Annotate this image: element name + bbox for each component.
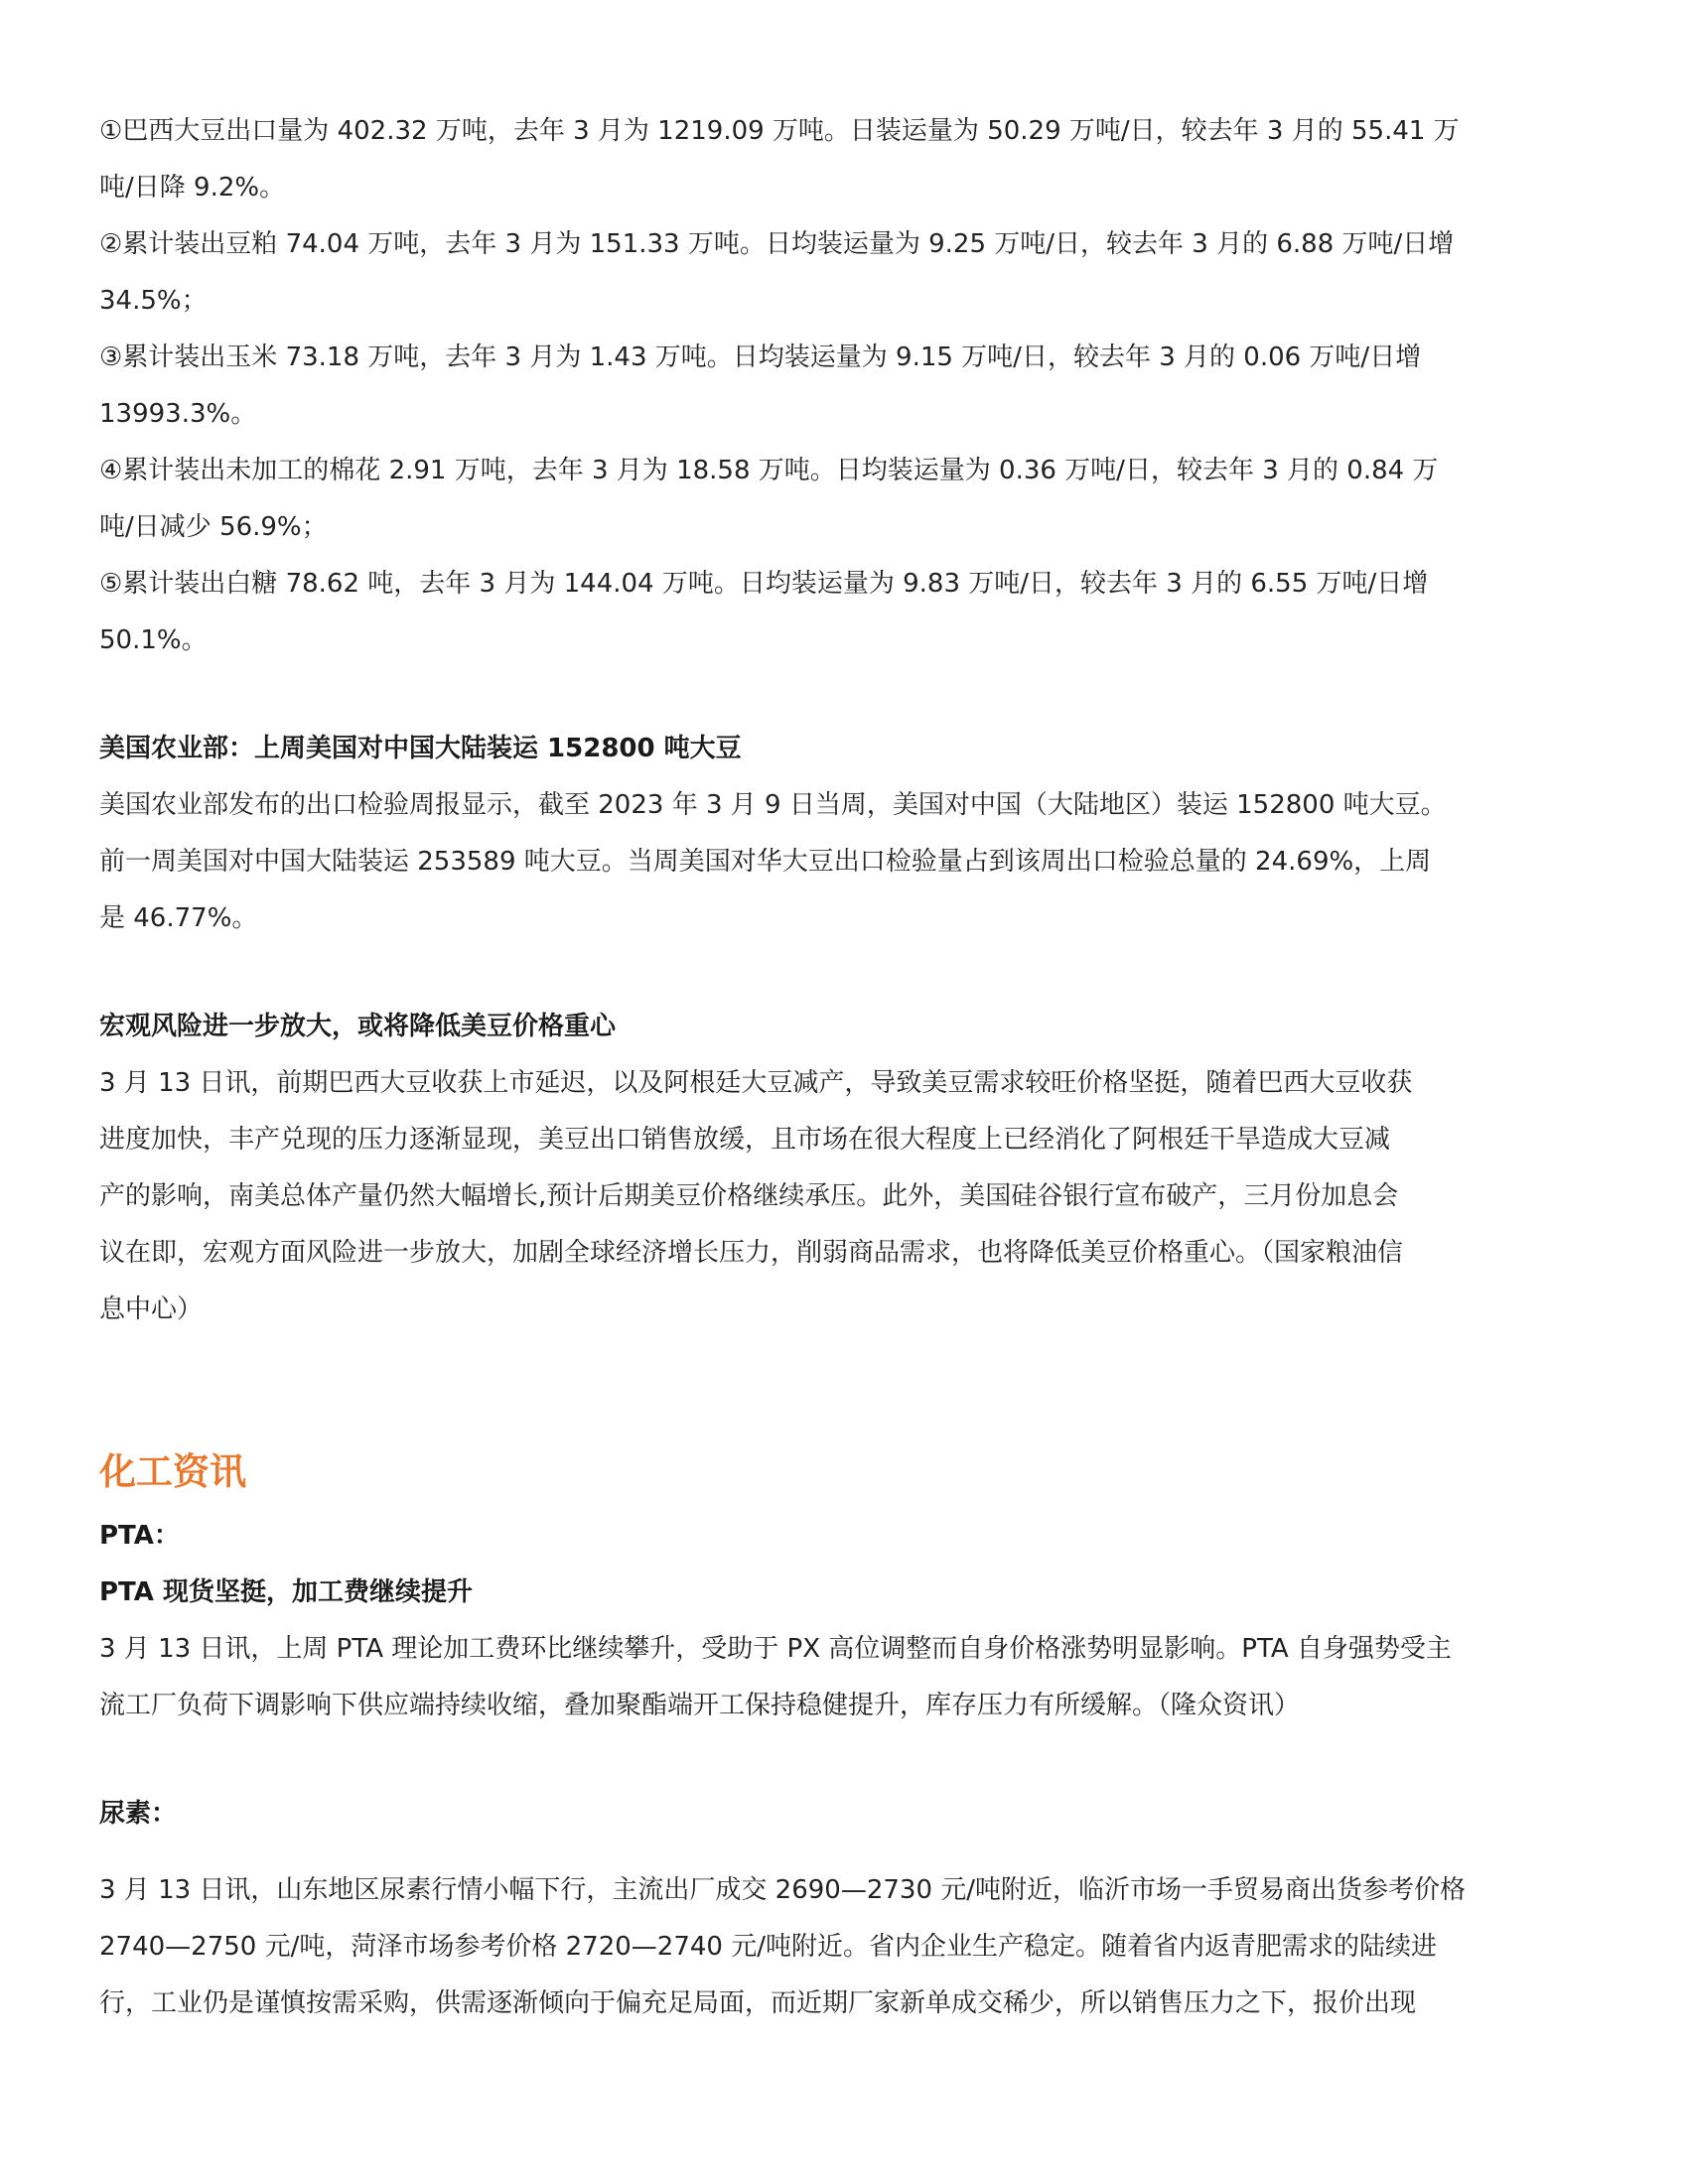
macro-body-line-3: 产的影响，南美总体产量仍然大幅增长,预计后期美豆价格继续承压。此外，美国硅谷银行宣布破产，三月份加息会: [99, 1181, 1399, 1211]
pta-heading: PTA 现货坚挺，加工费继续提升: [99, 1577, 473, 1607]
urea-body-line-2: 2740—2750 元/吨，菏泽市场参考价格 2720—2740 元/吨附近。省内企业生产稳定。随着省内返青肥需求的陆续进: [99, 1932, 1437, 1962]
usda-body-line-2: 前一周美国对中国大陆装运 253589 吨大豆。当周美国对华大豆出口检验量占到该周出口检验总量的 24.69%，上周: [99, 847, 1432, 877]
macro-body-line-5: 息中心）: [99, 1295, 204, 1324]
macro-risk-news-item: [99, 999, 1589, 1338]
usda-heading: 美国农业部：上周美国对中国大陆装运 152800 吨大豆: [99, 734, 742, 763]
chemical-news-section: [99, 1443, 1589, 2032]
cotton-export-line-1: ④累计装出未加工的棉花 2.91 万吨，去年 3 月为 18.58 万吨。日均装运量为 0.36 万吨/日，较去年 3 月的 0.84 万: [99, 456, 1439, 485]
cotton-export-line-2: 吨/日减少 56.9%；: [99, 512, 328, 542]
corn-export-line-1: ③累计装出玉米 73.18 万吨，去年 3 月为 1.43 万吨。日均装运量为 9.15 万吨/日，较去年 3 月的 0.06 万吨/日增: [99, 342, 1422, 372]
macro-body-line-4: 议在即，宏观方面风险进一步放大，加剧全球经济增长压力，削弱商品需求，也将降低美豆价格重心。（国家粮油信: [99, 1238, 1404, 1268]
macro-body-line-2: 进度加快，丰产兑现的压力逐渐显现，美豆出口销售放缓，且市场在很大程度上已经消化了阿根廷干旱造成大豆减: [99, 1125, 1391, 1155]
soybean-export-line-1: ①巴西大豆出口量为 402.32 万吨，去年 3 月为 1219.09 万吨。日装运量为 50.29 万吨/日，较去年 3 月的 55.41 万: [99, 116, 1460, 146]
document-page: [99, 103, 1589, 2032]
pta-body-line-1: 3 月 13 日讯，上周 PTA 理论加工费环比继续攀升，受助于 PX 高位调整而自身价格涨势明显影响。PTA 自身强势受主: [99, 1634, 1452, 1664]
soymeal-export-line-2: 34.5%；: [99, 286, 208, 316]
section-title: 化工资讯: [99, 1450, 246, 1493]
urea-body-line-1: 3 月 13 日讯，山东地区尿素行情小幅下行，主流出厂成交 2690—2730 元/吨附近，临沂市场一手贸易商出货参考价格: [99, 1875, 1467, 1905]
sugar-export-line-2: 50.1%。: [99, 625, 208, 655]
soybean-export-line-2: 吨/日降 9.2%。: [99, 173, 286, 203]
urea-body-line-3: 行，工业仍是谨慎按需采购，供需逐渐倾向于偏充足局面，而近期厂家新单成交稀少，所以销售压力之下，报价出现: [99, 1988, 1417, 2018]
brazil-exports-list: [99, 103, 1589, 669]
pta-body-line-2: 流工厂负荷下调影响下供应端持续收缩，叠加聚酯端开工保持稳健提升，库存压力有所缓解。（隆众资讯）: [99, 1691, 1301, 1720]
macro-heading: 宏观风险进一步放大，或将降低美豆价格重心: [99, 1012, 617, 1041]
pta-label: PTA：: [99, 1521, 180, 1551]
urea-label: 尿素：: [99, 1799, 178, 1829]
soymeal-export-line-1: ②累计装出豆粕 74.04 万吨，去年 3 月为 151.33 万吨。日均装运量为 9.25 万吨/日，较去年 3 月的 6.88 万吨/日增: [99, 229, 1455, 259]
usda-body-line-3: 是 46.77%。: [99, 903, 258, 933]
usda-news-item: [99, 721, 1589, 947]
sugar-export-line-1: ⑤累计装出白糖 78.62 吨，去年 3 月为 144.04 万吨。日均装运量为 9.83 万吨/日，较去年 3 月的 6.55 万吨/日增: [99, 569, 1429, 599]
corn-export-line-2: 13993.3%。: [99, 399, 257, 429]
macro-body-line-1: 3 月 13 日讯，前期巴西大豆收获上市延迟，以及阿根廷大豆减产，导致美豆需求较旺价格坚挺，随着巴西大豆收获: [99, 1068, 1413, 1098]
usda-body-line-1: 美国农业部发布的出口检验周报显示，截至 2023 年 3 月 9 日当周，美国对中国（大陆地区）装运 152800 吨大豆。: [99, 790, 1447, 820]
